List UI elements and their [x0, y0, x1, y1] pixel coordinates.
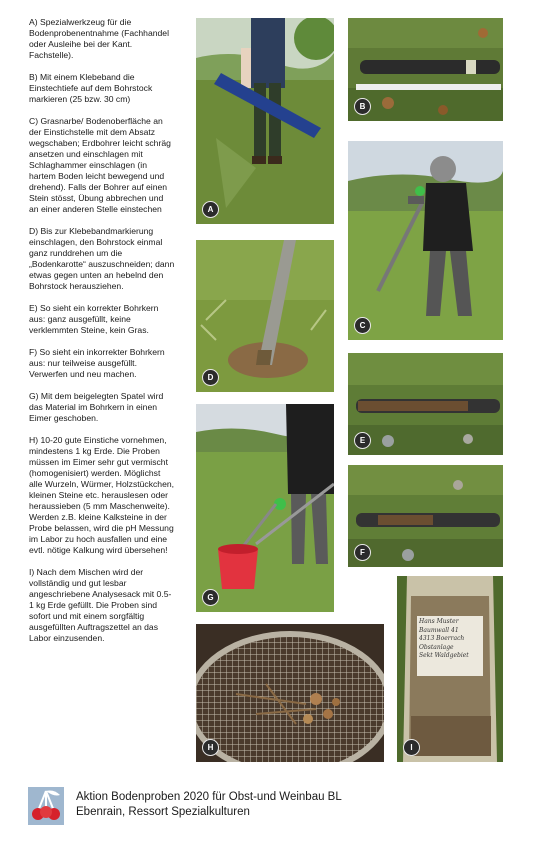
photo-label-h: H	[202, 739, 219, 756]
probe-in-ground-photo	[196, 240, 334, 392]
photo-h	[196, 624, 384, 762]
bag-label-line: Obstanlage	[419, 643, 454, 651]
instruction-b: B) Mit einem Klebeband die Einstechtiefe auf dem Bohrstock markieren (25 bzw. 30 cm)	[29, 72, 153, 104]
bag-label-line: Baumwall 41	[419, 626, 459, 634]
instruction-f: F) So sieht ein inkorrekter Bohrkern aus: nur teilweise ausgefüllt. Verwerfen und neu machen.	[29, 347, 165, 379]
correct-core-photo	[348, 353, 503, 455]
photo-label-c: C	[354, 317, 371, 334]
photo-label-f: F	[354, 544, 371, 561]
photo-label-g: G	[202, 589, 219, 606]
footer-subtitle: Ebenrain, Ressort Spezialkulturen	[76, 806, 250, 818]
incorrect-core-photo	[348, 465, 503, 567]
photo-g	[196, 404, 334, 612]
bag-label-text	[417, 616, 487, 663]
instructions-column	[29, 17, 175, 655]
bag-label-line: 4313 Boerrach	[419, 635, 465, 642]
cherries-logo-icon	[28, 787, 64, 825]
instruction-i: I) Nach dem Mischen wird der vollständig und gut lesbar angeschriebene Analysesack mit 0.5-1 kg Erde gefüllt. Die Proben sind sofort und mit einem sorgfältig ausgefüllten Auftragszettel an das Labor einzusenden.	[29, 567, 172, 643]
photo-label-d: D	[202, 369, 219, 386]
instruction-g: G) Mit dem beigelegten Spatel wird das Material im Bohrkern in einen Eimer geschoben.	[29, 391, 164, 423]
footer-title: Aktion Bodenproben 2020 für Obst-und Weinbau BL	[76, 791, 342, 803]
sample-bag-photo	[397, 576, 503, 762]
footer-text	[76, 790, 342, 820]
footer	[28, 787, 508, 827]
bag-label-line: Hans Muster	[419, 618, 459, 625]
bag-label-line: Sekt Waldgebiet	[419, 652, 469, 659]
photo-label-b: B	[354, 98, 371, 115]
instruction-c: C) Grasnarbe/ Bodenoberfläche an der Einstichstelle mit dem Absatz wegschaben; Erdbohrer leicht schräg ansetzen und einschlagen mit Schlaghammer einschlagen (in hartem Boden leicht bewegend und drehend). Falls der Bohrer auf einen Stein stösst, Übung abbrechen und an einer anderen Stelle einstechen	[29, 116, 171, 214]
photo-b	[348, 18, 503, 121]
photo-d	[196, 240, 334, 392]
photo-label-a: A	[202, 201, 219, 218]
photo-f	[348, 465, 503, 567]
sieve-photo	[196, 624, 384, 762]
instruction-a: A) Spezialwerkzeug für die Bodenprobenentnahme (Fachhandel oder Ausleihe bei der Kant. Fachstelle).	[29, 17, 169, 60]
photo-label-e: E	[354, 432, 371, 449]
bucket-spatula-photo	[196, 404, 334, 612]
person-with-tool-bag-photo	[196, 18, 334, 224]
instruction-d: D) Bis zur Klebebandmarkierung einschlagen, den Bohrstock einmal ganz runddrehen um die „Bodenkarotte“ auszuschneiden; dann etwas gegen unten an hebelnd den Bohrstock herausziehen.	[29, 226, 175, 291]
photo-a	[196, 18, 334, 224]
photo-e	[348, 353, 503, 455]
soil-probe-measure-photo	[348, 18, 503, 121]
hammering-probe-photo	[348, 141, 503, 340]
instruction-e: E) So sieht ein korrekter Bohrkern aus: ganz ausgefüllt, keine verklemmten Steine, kein Gras.	[29, 303, 159, 335]
instruction-h: H) 10-20 gute Einstiche vornehmen, mindestens 1 kg Erde. Die Proben müssen im Eimer sehr gut vermischt (homogenisiert) werden. Möglichst alle Wurzeln, Würmer, Holzstückchen, kleinen Steine etc. herauslesen oder heraussieben (5 mm Maschenweite). Werden z.B. kleine Kalksteine in der Probe belassen, wird die pH Messung im Labor zu hoch ausfallen und eine evtl. nötige Kalkung wird übersehen!	[29, 435, 175, 555]
photo-label-i: I	[403, 739, 420, 756]
photo-i	[397, 576, 503, 762]
photo-c	[348, 141, 503, 340]
